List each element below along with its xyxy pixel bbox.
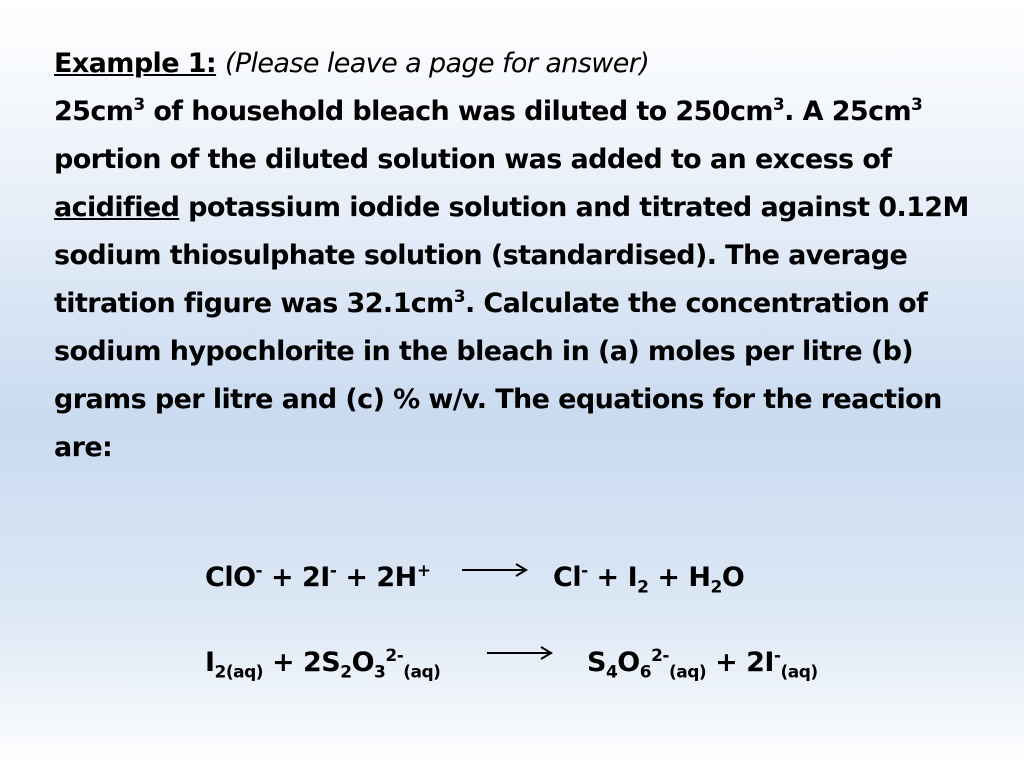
charge: + xyxy=(416,561,431,581)
formula-part: Cl xyxy=(553,562,582,593)
heading-line xyxy=(54,40,984,88)
reaction-arrow-icon xyxy=(462,562,532,578)
subscript: (aq) xyxy=(403,662,441,683)
formula-part: + I xyxy=(587,562,638,593)
formula-part: ClO xyxy=(205,562,256,593)
superscript: 3 xyxy=(772,95,785,115)
formula-part: S xyxy=(587,647,606,678)
equation-1-products xyxy=(553,561,745,598)
text-segment: of household bleach was diluted to 250cm xyxy=(144,96,773,127)
formula-part: I xyxy=(205,647,215,678)
subscript: 2 xyxy=(637,577,649,598)
formula-part: + 2S xyxy=(263,647,341,678)
charge: - xyxy=(581,561,588,581)
problem-text xyxy=(54,40,984,472)
subscript: 3 xyxy=(374,662,386,683)
superscript: 3 xyxy=(453,287,465,307)
text-segment: . A 25cm xyxy=(784,96,912,127)
acidified-term: acidified xyxy=(54,192,180,223)
formula-part: O xyxy=(721,562,745,593)
formula-part: O xyxy=(351,647,375,678)
equation-2-products xyxy=(587,646,818,683)
charge: - xyxy=(773,646,781,666)
subscript: 2 xyxy=(340,662,352,683)
formula-part: + H xyxy=(648,562,711,593)
superscript: 3 xyxy=(133,95,145,115)
example-label: Example 1: xyxy=(54,48,217,79)
text-segment: potassium iodide solution and titrated against 0.12M sodium thiosulphate solution (standardised). The average titration figure was 32.1cm xyxy=(54,192,969,319)
problem-paragraph xyxy=(54,88,984,472)
equation-1-reactants xyxy=(205,563,430,593)
reaction-arrow-icon xyxy=(487,645,557,661)
subscript: 2(aq) xyxy=(214,662,264,683)
formula-part: + 2H xyxy=(336,562,417,593)
charge: 2- xyxy=(385,646,404,666)
subscript: (aq) xyxy=(780,662,818,683)
formula-part: + 2I xyxy=(706,647,774,678)
instruction-text: (Please leave a page for answer) xyxy=(224,48,650,79)
subscript: 6 xyxy=(639,662,652,683)
formula-part: O xyxy=(617,647,640,678)
charge: - xyxy=(255,561,263,581)
equation-2-reactants xyxy=(205,646,441,683)
text-segment: 25cm xyxy=(54,96,134,127)
subscript: (aq) xyxy=(668,662,707,683)
text-segment: . Calculate the concentration of sodium hypochlorite in the bleach in (a) moles per litre (b) grams per litre and (c) % w/v. The equations for the reaction are: xyxy=(54,288,942,463)
charge: - xyxy=(329,561,337,581)
charge: 2- xyxy=(651,646,669,666)
superscript: 3 xyxy=(911,95,923,115)
text-segment: portion of the diluted solution was added to an excess of xyxy=(54,144,892,175)
subscript: 4 xyxy=(605,662,618,683)
subscript: 2 xyxy=(710,577,722,598)
formula-part: + 2I xyxy=(262,562,330,593)
